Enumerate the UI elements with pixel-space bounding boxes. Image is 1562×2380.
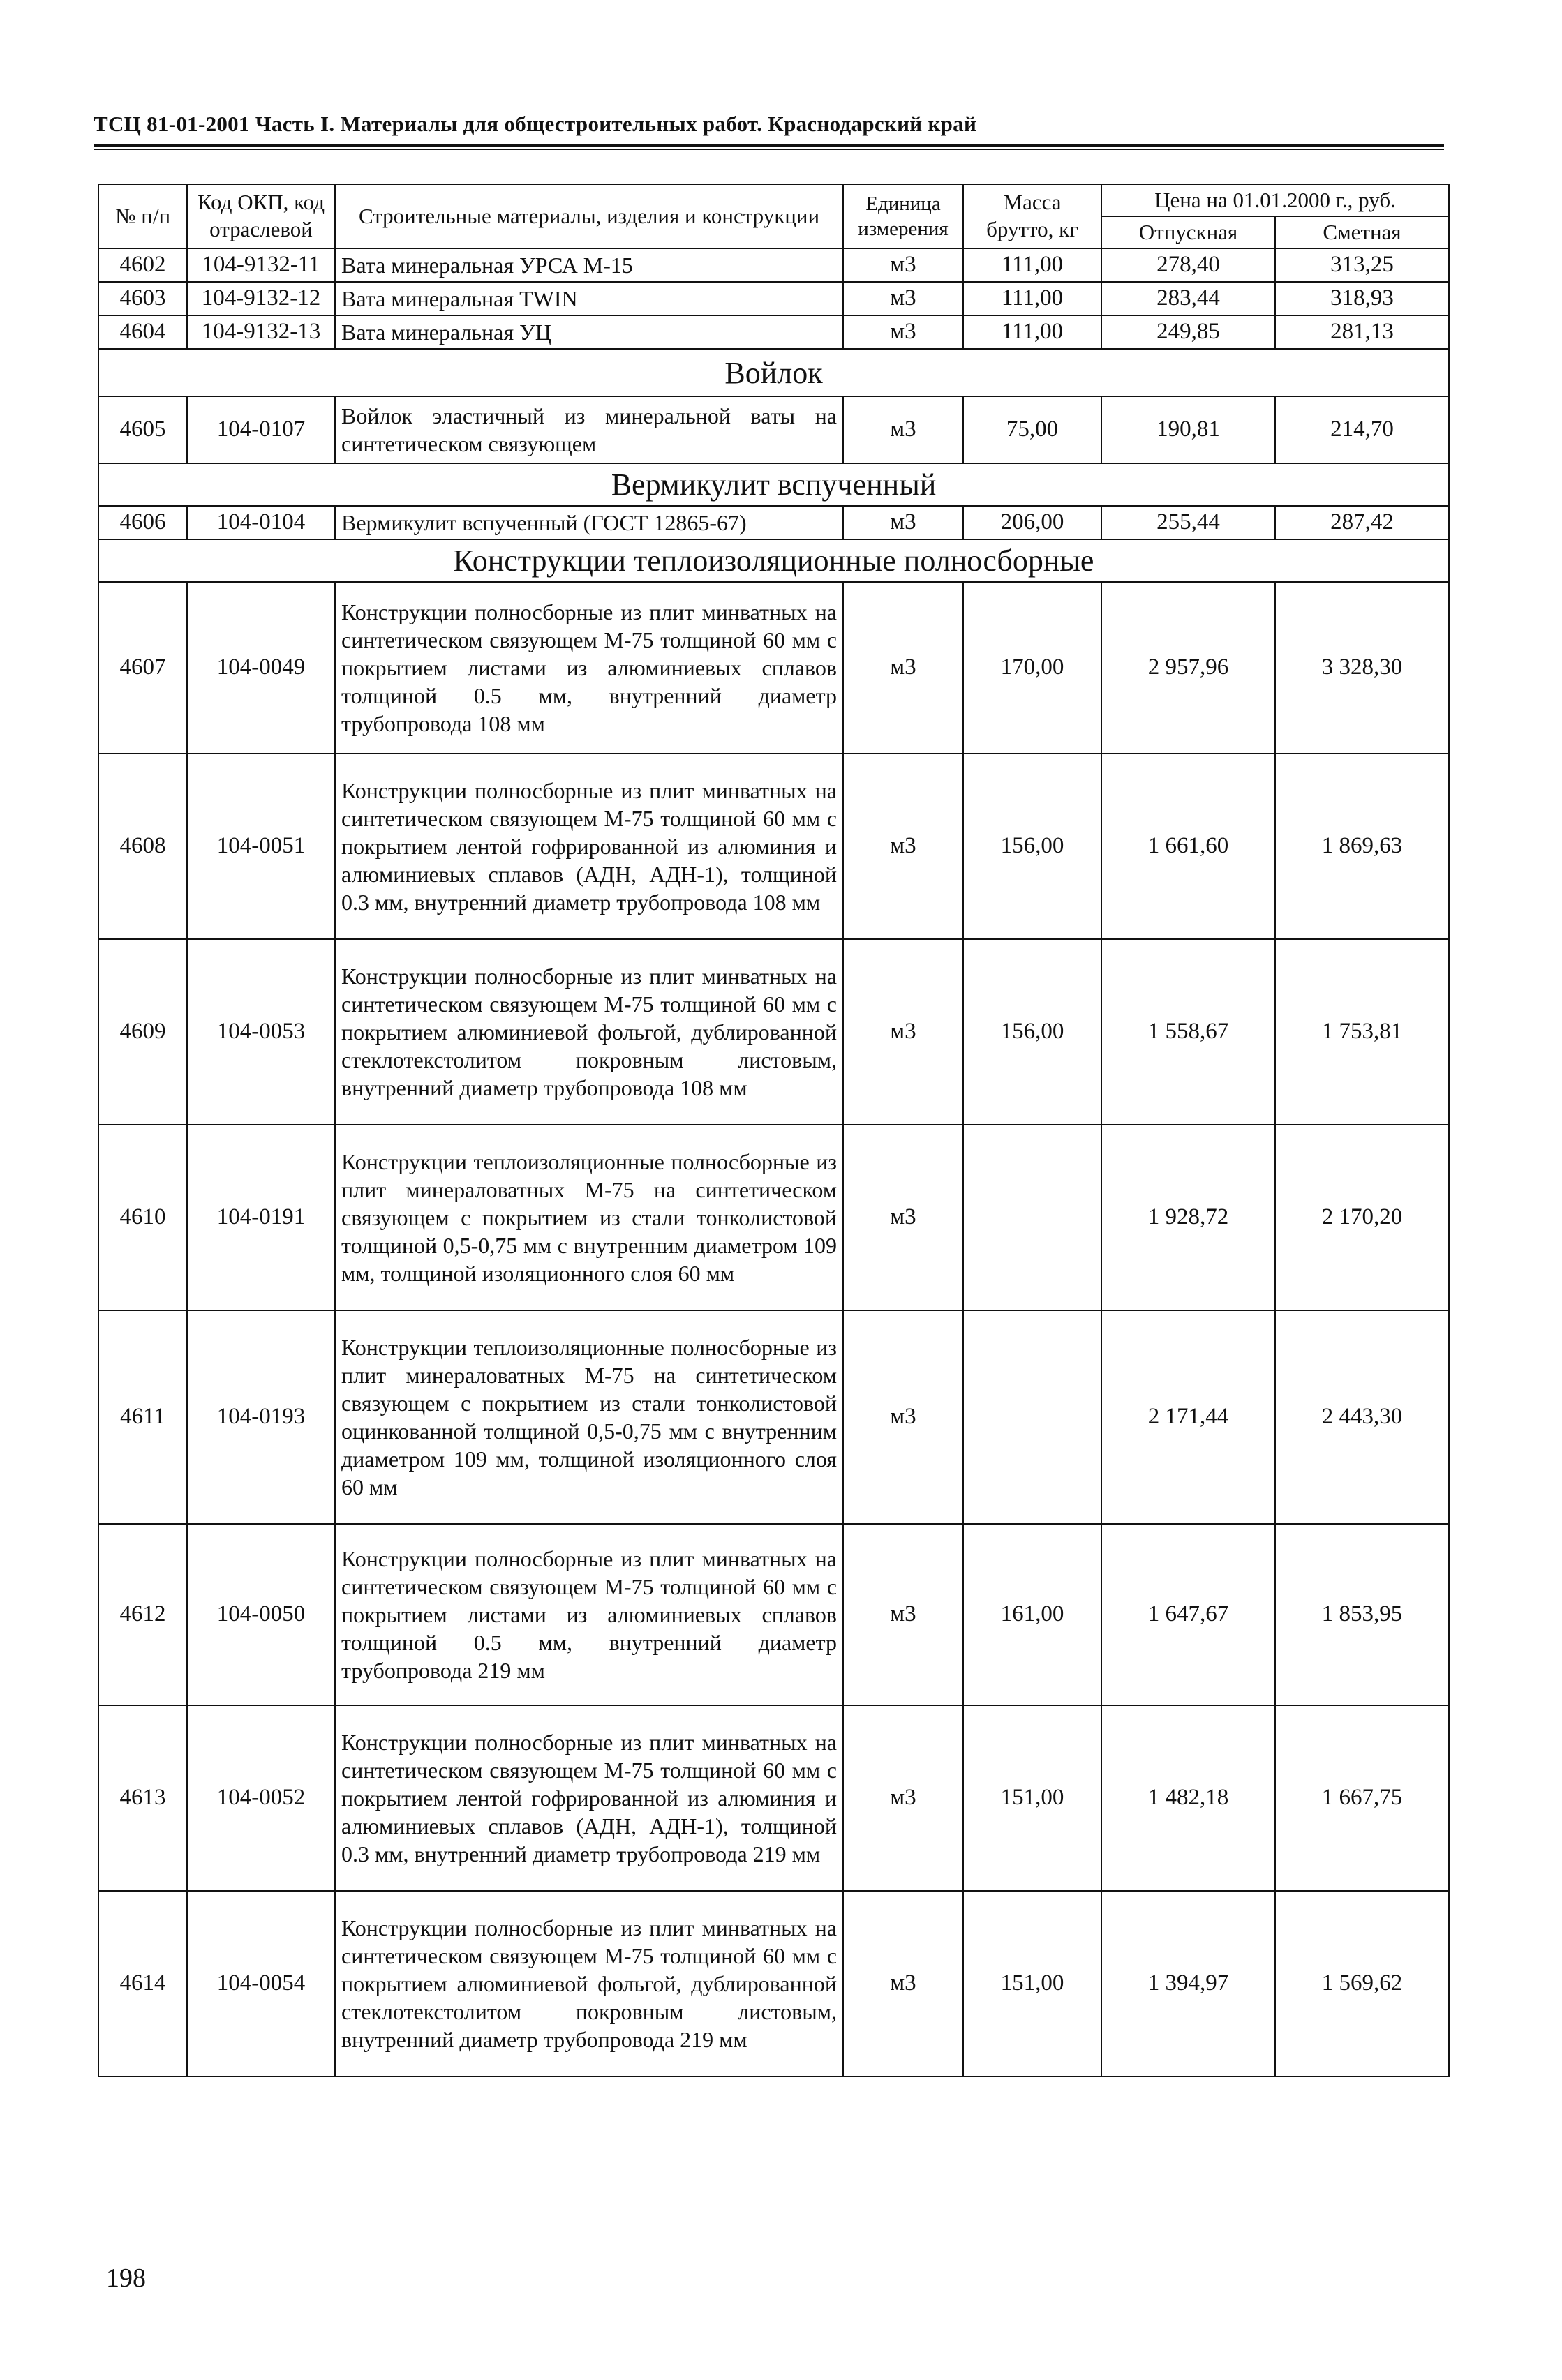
row-name: Вермикулит вспученный (ГОСТ 12865-67) bbox=[335, 506, 843, 539]
row-release-price: 2 957,96 bbox=[1101, 582, 1275, 754]
table-row bbox=[98, 1125, 1449, 1310]
row-mass: 156,00 bbox=[963, 754, 1101, 939]
row-name: Вата минеральная TWIN bbox=[335, 282, 843, 315]
col-header-estimate: Сметная bbox=[1275, 216, 1449, 248]
row-num: 4610 bbox=[98, 1125, 187, 1310]
row-estimate-price: 1 853,95 bbox=[1275, 1524, 1449, 1705]
row-estimate-price: 2 443,30 bbox=[1275, 1310, 1449, 1524]
row-unit: м3 bbox=[843, 506, 963, 539]
row-release-price: 249,85 bbox=[1101, 315, 1275, 349]
row-unit: м3 bbox=[843, 1524, 963, 1705]
col-header-price-group: Цена на 01.01.2000 г., руб. bbox=[1101, 184, 1449, 216]
row-name: Конструкции полносборные из плит минватных на синтетическом связующем М-75 толщиной 60 мм с покрытием лентой гофрированной из алюминия и алюминиевых сплавов (АДН, АДН-1), толщиной 0.3 мм, внутренний диаметр трубопровода 108 мм bbox=[335, 754, 843, 939]
row-code: 104-0051 bbox=[187, 754, 335, 939]
row-unit: м3 bbox=[843, 315, 963, 349]
row-num: 4612 bbox=[98, 1524, 187, 1705]
table-row bbox=[98, 939, 1449, 1125]
row-unit: м3 bbox=[843, 1310, 963, 1524]
row-code: 104-0193 bbox=[187, 1310, 335, 1524]
row-release-price: 190,81 bbox=[1101, 396, 1275, 463]
page-header: ТСЦ 81-01-2001 Часть I. Материалы для общестроительных работ. Краснодарский край bbox=[94, 112, 977, 136]
row-num: 4608 bbox=[98, 754, 187, 939]
row-estimate-price: 1 667,75 bbox=[1275, 1705, 1449, 1891]
row-num: 4611 bbox=[98, 1310, 187, 1524]
section-title-vermiculite: Вермикулит вспученный bbox=[98, 463, 1449, 506]
row-unit: м3 bbox=[843, 282, 963, 315]
header-rule bbox=[94, 144, 1444, 147]
row-unit: м3 bbox=[843, 1891, 963, 2076]
section-row bbox=[98, 539, 1449, 582]
row-mass: 156,00 bbox=[963, 939, 1101, 1125]
row-release-price: 1 394,97 bbox=[1101, 1891, 1275, 2076]
section-row bbox=[98, 463, 1449, 506]
row-unit: м3 bbox=[843, 396, 963, 463]
row-estimate-price: 318,93 bbox=[1275, 282, 1449, 315]
table-row bbox=[98, 1891, 1449, 2076]
row-code: 104-0191 bbox=[187, 1125, 335, 1310]
row-code: 104-9132-11 bbox=[187, 248, 335, 282]
row-name: Конструкции полносборные из плит минватных на синтетическом связующем М-75 толщиной 60 мм с покрытием листами из алюминиевых сплавов толщиной 0.5 мм, внутренний диаметр трубопровода 108 мм bbox=[335, 582, 843, 754]
row-mass: 111,00 bbox=[963, 248, 1101, 282]
row-estimate-price: 3 328,30 bbox=[1275, 582, 1449, 754]
row-name: Конструкции полносборные из плит минватных на синтетическом связующем М-75 толщиной 60 мм с покрытием лентой гофрированной из алюминия и алюминиевых сплавов (АДН, АДН-1), толщиной 0.3 мм, внутренний диаметр трубопровода 219 мм bbox=[335, 1705, 843, 1891]
row-mass bbox=[963, 1125, 1101, 1310]
row-release-price: 1 482,18 bbox=[1101, 1705, 1275, 1891]
row-code: 104-0053 bbox=[187, 939, 335, 1125]
row-num: 4613 bbox=[98, 1705, 187, 1891]
section-row bbox=[98, 349, 1449, 396]
row-release-price: 1 647,67 bbox=[1101, 1524, 1275, 1705]
col-header-release: Отпускная bbox=[1101, 216, 1275, 248]
row-estimate-price: 214,70 bbox=[1275, 396, 1449, 463]
row-mass: 206,00 bbox=[963, 506, 1101, 539]
price-table bbox=[98, 184, 1450, 2077]
row-num: 4607 bbox=[98, 582, 187, 754]
row-unit: м3 bbox=[843, 1125, 963, 1310]
row-release-price: 2 171,44 bbox=[1101, 1310, 1275, 1524]
table-row bbox=[98, 396, 1449, 463]
row-estimate-price: 1 753,81 bbox=[1275, 939, 1449, 1125]
row-unit: м3 bbox=[843, 248, 963, 282]
row-num: 4614 bbox=[98, 1891, 187, 2076]
row-name: Войлок эластичный из минеральной ваты на синтетическом связующем bbox=[335, 396, 843, 463]
row-num: 4604 bbox=[98, 315, 187, 349]
table-row bbox=[98, 506, 1449, 539]
col-header-name: Строительные материалы, изделия и конструкции bbox=[335, 184, 843, 248]
row-estimate-price: 1 869,63 bbox=[1275, 754, 1449, 939]
col-header-num: № п/п bbox=[98, 184, 187, 248]
table-row bbox=[98, 754, 1449, 939]
row-mass: 161,00 bbox=[963, 1524, 1101, 1705]
section-title-constructions: Конструкции теплоизоляционные полносборные bbox=[98, 539, 1449, 582]
row-estimate-price: 281,13 bbox=[1275, 315, 1449, 349]
row-num: 4606 bbox=[98, 506, 187, 539]
row-release-price: 283,44 bbox=[1101, 282, 1275, 315]
row-release-price: 1 928,72 bbox=[1101, 1125, 1275, 1310]
row-unit: м3 bbox=[843, 1705, 963, 1891]
table-row bbox=[98, 315, 1449, 349]
row-code: 104-0107 bbox=[187, 396, 335, 463]
row-num: 4602 bbox=[98, 248, 187, 282]
row-num: 4609 bbox=[98, 939, 187, 1125]
row-mass: 75,00 bbox=[963, 396, 1101, 463]
col-header-code: Код ОКП, код отраслевой bbox=[187, 184, 335, 248]
section-title-felt: Войлок bbox=[98, 349, 1449, 396]
page-number: 198 bbox=[106, 2263, 146, 2293]
row-name: Конструкции полносборные из плит минватных на синтетическом связующем М-75 толщиной 60 мм с покрытием алюминиевой фольгой, дублированной стеклотекстолитом покровным листовым, внутренний диаметр трубопровода 219 мм bbox=[335, 1891, 843, 2076]
table-row bbox=[98, 282, 1449, 315]
row-code: 104-9132-13 bbox=[187, 315, 335, 349]
row-mass: 111,00 bbox=[963, 282, 1101, 315]
row-code: 104-9132-12 bbox=[187, 282, 335, 315]
row-unit: м3 bbox=[843, 939, 963, 1125]
row-release-price: 1 661,60 bbox=[1101, 754, 1275, 939]
row-num: 4603 bbox=[98, 282, 187, 315]
row-estimate-price: 287,42 bbox=[1275, 506, 1449, 539]
row-code: 104-0054 bbox=[187, 1891, 335, 2076]
row-name: Конструкции полносборные из плит минватных на синтетическом связующем М-75 толщиной 60 мм с покрытием листами из алюминиевых сплавов толщиной 0.5 мм, внутренний диаметр трубопровода 219 мм bbox=[335, 1524, 843, 1705]
row-estimate-price: 2 170,20 bbox=[1275, 1125, 1449, 1310]
row-release-price: 1 558,67 bbox=[1101, 939, 1275, 1125]
row-release-price: 255,44 bbox=[1101, 506, 1275, 539]
header-rule-thin bbox=[94, 149, 1444, 150]
row-name: Конструкции теплоизоляционные полносборные из плит минераловатных М-75 на синтетическом связующем с покрытием из стали тонколистовой оцинкованной толщиной 0,5-0,75 мм с внутренним диаметром 109 мм, толщиной изоляционного слоя 60 мм bbox=[335, 1310, 843, 1524]
row-mass: 111,00 bbox=[963, 315, 1101, 349]
row-num: 4605 bbox=[98, 396, 187, 463]
row-name: Вата минеральная УРСА М-15 bbox=[335, 248, 843, 282]
row-mass: 151,00 bbox=[963, 1705, 1101, 1891]
row-name: Вата минеральная УЦ bbox=[335, 315, 843, 349]
table-row bbox=[98, 582, 1449, 754]
row-unit: м3 bbox=[843, 582, 963, 754]
row-estimate-price: 313,25 bbox=[1275, 248, 1449, 282]
row-estimate-price: 1 569,62 bbox=[1275, 1891, 1449, 2076]
row-mass: 170,00 bbox=[963, 582, 1101, 754]
row-name: Конструкции полносборные из плит минватных на синтетическом связующем М-75 толщиной 60 мм с покрытием алюминиевой фольгой, дублированной стеклотекстолитом покровным листовым, внутренний диаметр трубопровода 108 мм bbox=[335, 939, 843, 1125]
row-code: 104-0052 bbox=[187, 1705, 335, 1891]
row-code: 104-0050 bbox=[187, 1524, 335, 1705]
row-release-price: 278,40 bbox=[1101, 248, 1275, 282]
table-row bbox=[98, 248, 1449, 282]
row-code: 104-0049 bbox=[187, 582, 335, 754]
col-header-mass: Масса брутто, кг bbox=[963, 184, 1101, 248]
table-row bbox=[98, 1705, 1449, 1891]
row-unit: м3 bbox=[843, 754, 963, 939]
table-row bbox=[98, 1310, 1449, 1524]
col-header-unit: Единица измерения bbox=[843, 184, 963, 248]
table-row bbox=[98, 1524, 1449, 1705]
row-mass: 151,00 bbox=[963, 1891, 1101, 2076]
row-name: Конструкции теплоизоляционные полносборные из плит минераловатных М-75 на синтетическом связующем с покрытием из стали тонколистовой толщиной 0,5-0,75 мм с внутренним диаметром 109 мм, толщиной изоляционного слоя 60 мм bbox=[335, 1125, 843, 1310]
row-mass bbox=[963, 1310, 1101, 1524]
row-code: 104-0104 bbox=[187, 506, 335, 539]
